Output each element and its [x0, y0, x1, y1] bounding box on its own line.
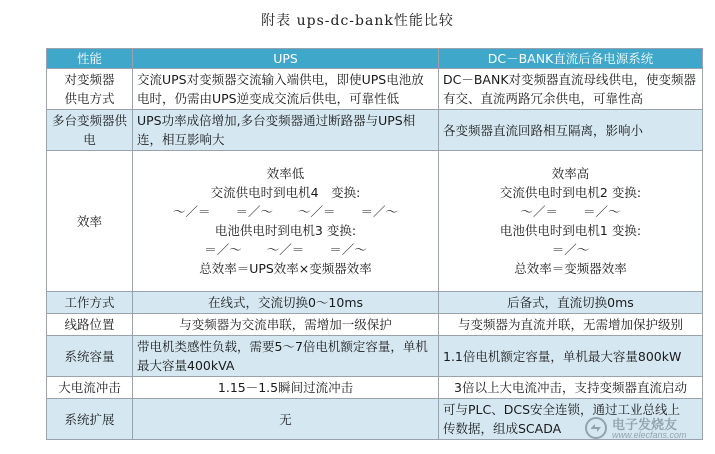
dc-bank-cell-line: 后备式，直流切换0ms: [507, 295, 634, 310]
ups-cell-line: 电池供电时到电机3 变换:: [214, 223, 357, 238]
row-label-cell-line: 系统扩展: [64, 411, 115, 427]
ups-cell-line: 交流UPS对变频器交流输入端供电，即使UPS电池放: [137, 72, 424, 87]
dc-bank-cell: [439, 336, 703, 377]
ups-cell-line: 总效率＝UPS效率×变频器效率: [199, 261, 372, 276]
row-label-cell-line: 对变频器: [64, 72, 115, 87]
row-label-cell-line: 工作方式: [64, 295, 115, 310]
table-row: [47, 292, 703, 314]
ups-cell: [133, 377, 439, 399]
dc-bank-cell-line: DC－BANK对变频器直流母线供电，使变频器: [443, 72, 697, 87]
ups-cell: [133, 399, 439, 440]
ups-cell: [133, 69, 439, 110]
ups-cell-line: ＝／～ ～／＝ ＝／～: [204, 242, 367, 257]
dc-bank-cell: [439, 314, 703, 336]
dc-bank-cell: [439, 377, 703, 399]
row-label-cell: [47, 151, 133, 292]
ups-cell-line: 与变频器为交流串联，需增加一级保护: [179, 317, 392, 332]
table-row: [47, 336, 703, 377]
row-label-cell-line: 供电方式: [64, 91, 115, 106]
ups-cell: [133, 151, 439, 292]
ups-cell-line: 交流供电时到电机4 变换:: [210, 185, 361, 200]
row-label-cell: [47, 399, 133, 440]
dc-bank-cell: [439, 69, 703, 110]
dc-bank-cell-line: 总效率＝变频器效率: [514, 261, 627, 276]
watermark: [584, 414, 702, 442]
dc-bank-cell-line: 3倍以上大电流冲击，支持变频器直流启动: [454, 380, 687, 395]
dc-bank-cell-line: ～／＝ ＝／～: [520, 204, 621, 219]
row-label-cell: [47, 336, 133, 377]
row-label-cell-line: 线路位置: [64, 317, 115, 332]
table-row: [47, 110, 703, 151]
ups-cell: [133, 314, 439, 336]
dc-bank-cell-line: 电池供电时到电机1 变换:: [499, 223, 642, 238]
watermark-cn: 电子发烧友: [612, 417, 678, 432]
ups-cell-line: 在线式，交流切换0～10ms: [207, 295, 364, 310]
row-label-cell: [47, 314, 133, 336]
dc-bank-cell: [439, 110, 703, 151]
watermark-en: www.elecfans.com: [612, 430, 687, 440]
header-cell-property: 性能: [47, 49, 133, 69]
dc-bank-cell-line: 各变频器直流回路相互隔离，影响小: [443, 122, 644, 138]
ups-cell: [133, 110, 439, 151]
row-label-cell: [47, 69, 133, 110]
row-label-cell: [47, 110, 133, 151]
dc-bank-cell-line: 有交、直流两路冗余供电，可靠性高: [443, 91, 644, 106]
dc-bank-cell-line: ＝／～: [551, 242, 590, 257]
dc-bank-cell-line: 可与PLC、DCS安全连锁，通过工业总线上: [443, 402, 681, 417]
row-label-cell-line: 多台变频器供电: [51, 113, 127, 147]
dc-bank-cell: [439, 292, 703, 314]
header-cell-ups: UPS: [133, 49, 439, 69]
ups-cell-line: UPS功率成倍增加,多台变频器通过断路器与UPS相: [137, 113, 416, 128]
ups-cell-line: 无: [279, 411, 292, 427]
dc-bank-cell-line: 效率高: [551, 166, 590, 181]
ups-cell-line: 最大容量400kVA: [137, 358, 235, 373]
table-row: [47, 151, 703, 292]
row-label-cell-line: 大电流冲击: [58, 380, 121, 395]
dc-bank-cell-line: 传数据，组成SCADA: [443, 421, 562, 436]
ups-cell-line: 1.15－1.5瞬间过流冲击: [217, 380, 354, 395]
header-cell-dc-bank: DC－BANK直流后备电源系统: [439, 49, 703, 69]
ups-cell-line: ～／＝ ＝／～ ～／＝ ＝／～: [172, 204, 398, 219]
table-row: [47, 314, 703, 336]
dc-bank-cell-line: 1.1倍电机额定容量，单机最大容量800kW: [443, 348, 682, 364]
comparison-table: [46, 48, 703, 440]
table-row: [47, 69, 703, 110]
dc-bank-cell-line: 与变频器为直流并联，无需增加保护级别: [457, 317, 683, 332]
ups-cell: [133, 292, 439, 314]
row-label-cell-line: 系统容量: [64, 348, 115, 364]
ups-cell-line: 带电机类感性负载，需要5～7倍电机额定容量，单机: [137, 339, 428, 354]
ups-cell-line: 连，相互影响大: [137, 132, 225, 147]
table-row: [47, 377, 703, 399]
ups-cell-line: 效率低: [266, 166, 305, 181]
row-label-cell: [47, 292, 133, 314]
row-label-cell: [47, 377, 133, 399]
table-body: [47, 69, 703, 440]
dc-bank-cell: [439, 151, 703, 292]
ups-cell: [133, 336, 439, 377]
table-header-row: [47, 49, 703, 69]
dc-bank-cell-line: 交流供电时到电机2 变换:: [499, 185, 642, 200]
document-title: 附表 ups-dc-bank性能比较: [261, 13, 454, 29]
elecfans-logo-icon: [584, 416, 608, 440]
row-label-cell-line: 效率: [76, 213, 102, 229]
ups-cell-line: 电时，仍需由UPS逆变成交流后供电，可靠性低: [137, 91, 400, 106]
